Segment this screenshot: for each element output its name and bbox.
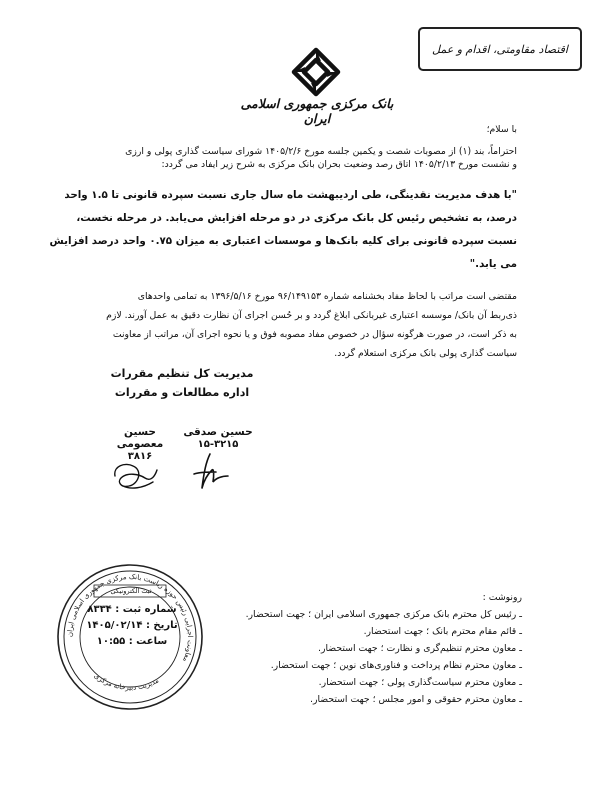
bank-name: بانک مرکزی جمهوری اسلامی ایران (240, 96, 394, 126)
stamp-date: تاریخ : ۱۴۰۵/۰۲/۱۴ (86, 620, 178, 631)
cc-item-text: معاون محترم سیاست‌گذاری پولی ؛ جهت استحضار. (318, 677, 517, 688)
quote-line: درصد، به تشخیص رئیس کل بانک مرکزی در دو مرحله افزایش می‌یابد. در مرحله نخست، (76, 212, 517, 224)
handwritten-signature-2 (109, 456, 161, 494)
stamp-time: ساعت : ۱۰:۵۵ (96, 636, 168, 647)
resolution-quote (49, 188, 517, 280)
signer-code: ۱۵-۳۲۱۵ (197, 439, 239, 450)
paragraph-instructions (77, 290, 517, 366)
office-name: اداره مطالعات و مقررات (114, 386, 250, 399)
quote-line: نسبت سپرده قانونی برای کلیه بانک‌ها و موسسات اعتباری به میزان ۰.۷۵ واحد درصد افزایش (49, 235, 517, 247)
slogan-text: اقتصاد مقاومتی، اقدام و عمل (432, 42, 568, 56)
stamp-title: ثبت الکترونیکی (110, 587, 152, 595)
signer-name: حسین معصومی (116, 426, 164, 450)
quote-line: "با هدف مدیریت نقدینگی، طی اردیبهشت ماه سال جاری نسبت سپرده قانونی تا ۱.۵ واحد (64, 189, 517, 201)
paragraph-line: ذی‌ربط آن بانک/ موسسه اعتباری غیربانکی ابلاغ گردد و بر حُسن اجرای آن نظارت دقیق به عمل آورند. لازم (106, 310, 517, 321)
cc-item: ـمعاون محترم سیاست‌گذاری پولی ؛ جهت استحضار. (318, 677, 522, 688)
stamp-number: شماره ثبت : ۸۳۳۴ (87, 604, 177, 615)
cc-item-text: معاون محترم نظام پرداخت و فناوری‌های نوین ؛ جهت استحضار. (270, 660, 517, 671)
cc-item: ـمعاون محترم نظام پرداخت و فناوری‌های نوین ؛ جهت استحضار. (270, 660, 522, 671)
handwritten-signature-1 (186, 452, 232, 492)
cc-item: ـمعاون محترم تنظیم‌گری و نظارت ؛ جهت استحضار. (318, 643, 522, 654)
quote-line: می یابد." (469, 258, 517, 270)
cc-item: ـقائم مقام محترم بانک ؛ جهت استحضار. (363, 626, 522, 637)
cc-item-text: رئیس کل محترم بانک مرکزی جمهوری اسلامی ایران ؛ جهت استحضار. (245, 609, 517, 620)
signer-code: ۳۸۱۶ (127, 451, 153, 462)
paragraph-line: احتراماً، بند (۱) از مصوبات شصت و یکمین جلسه مورخ ۱۴۰۵/۲/۶ شورای سیاست گذاری پولی و ارزی (125, 146, 517, 157)
paragraph-intro (87, 145, 517, 171)
stamp-ring-text: معاونت اجرایی رئیس حوزه ریاست بانک مرکزی جمهوری اسلامی ایران (65, 572, 195, 664)
bank-logo-icon (291, 47, 341, 97)
cc-item: ـرئیس کل محترم بانک مرکزی جمهوری اسلامی ایران ؛ جهت استحضار. (245, 609, 522, 620)
cc-item-text: معاون محترم حقوقی و امور مجلس ؛ جهت استحضار. (310, 694, 517, 705)
stamp-bottom-text: مدیریت دبیرخانه مرکزی (92, 671, 161, 692)
cc-item: ـمعاون محترم حقوقی و امور مجلس ؛ جهت استحضار. (310, 694, 522, 705)
issuing-department (82, 364, 282, 402)
paragraph-line: به ذکر است، در صورت هرگونه سؤال در خصوص مفاد مصوبه فوق و یا نحوه اجرای آن، مراتب از معاونت (112, 329, 517, 340)
cc-item-text: معاون محترم تنظیم‌گری و نظارت ؛ جهت استحضار. (318, 643, 517, 654)
paragraph-line: سیاست گذاری پولی بانک مرکزی استعلام گردد. (334, 348, 517, 359)
slogan-box (418, 27, 582, 71)
cc-heading: رونوشت : (482, 592, 522, 603)
paragraph-line: و نشست مورخ ۱۴۰۵/۲/۱۳ اتاق رصد وضعیت بحران بانک مرکزی به شرح زیر ایفاد می گردد: (161, 159, 517, 170)
paragraph-line: مقتضی است مراتب با لحاظ مفاد بخشنامه شماره ۹۶/۱۴۹۱۵۳ مورخ ۱۳۹۶/۵/۱۶ به تمامی واحدهای (137, 291, 517, 302)
signer-name: حسین صدقی (183, 426, 253, 438)
greeting: با سلام؛ (486, 124, 517, 135)
svg-text:مدیریت دبیرخانه مرکزی (92, 672, 160, 692)
cc-item-text: قائم مقام محترم بانک ؛ جهت استحضار. (363, 626, 517, 637)
department-name: مدیریت کل تنظیم مقررات (110, 367, 254, 380)
signer-1 (178, 426, 258, 450)
cc-list (222, 589, 522, 708)
